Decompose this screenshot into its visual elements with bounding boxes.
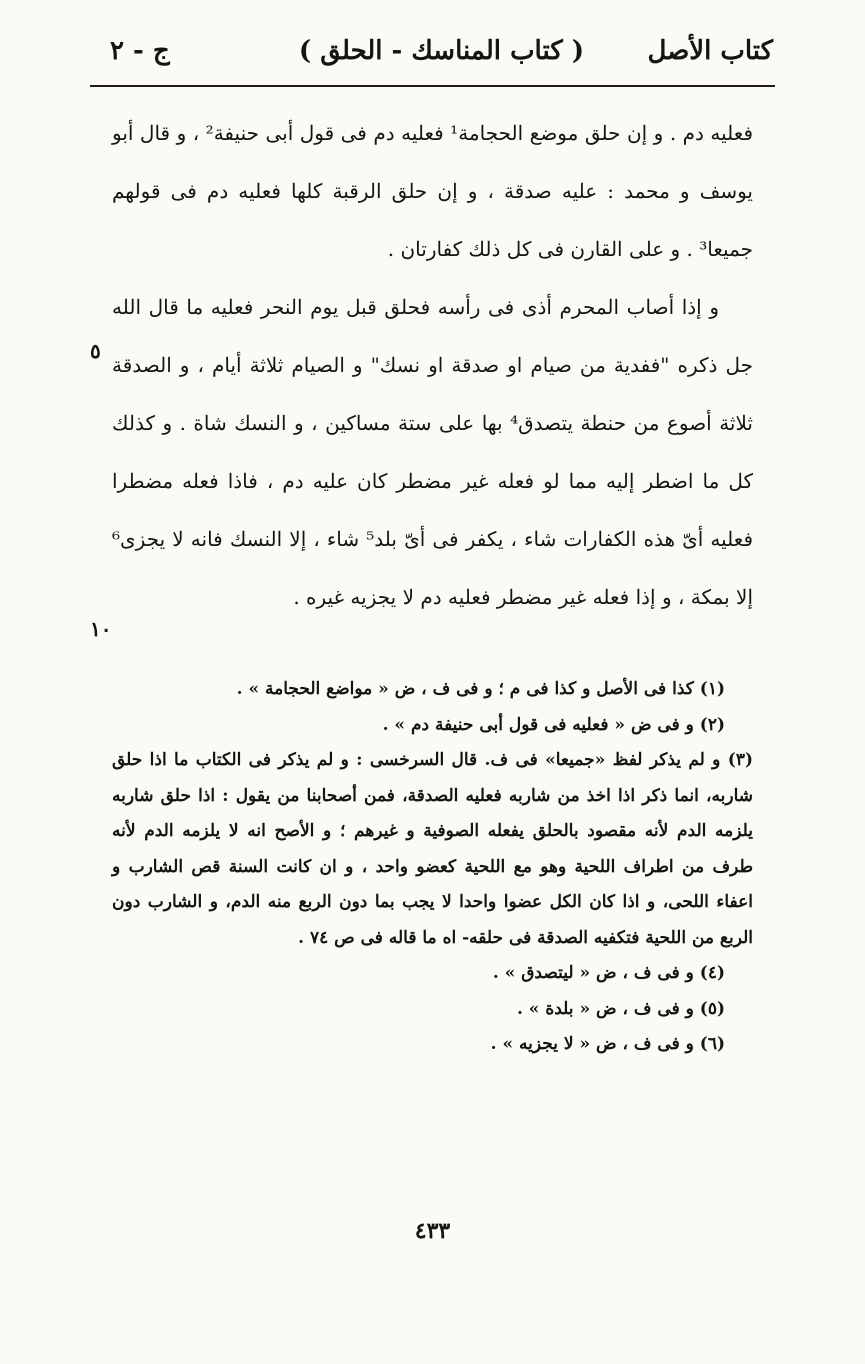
line-number: ١٠ [90,617,112,641]
footnote: (٣) و لم يذكر لفظ «جميعا» فى ف. قال السرخسى : و لم يذكر فى الكتاب ما اذا حلق شاربه، انما ذكر اذا اخذ من شاربه فعليه الصدقة، فمن أصحابنا من يقول : اذا حلق شاربه يلزمه الدم لأنه مقصود بالحلق يفعله الصوفية و غيرهم ؛ و الأصح انه لا يلزمه الدم لأنه طرف من اطراف اللحية وهو مع اللحية كعضو واحد ، و ان كانت السنة قص الشارب و اعفاء اللحى، و اذا كان الكل عضوا واحدا لا يجب بما دون الربع منه الدم، و الشارب دون الربع من اللحية فتكفيه الصدقة فى حلقه- اه ما قاله فى ص ٧٤ . [112,750,753,948]
footnote: (١) كذا فى الأصل و كذا فى م ؛ و فى ف ، ض « مواضع الحجامة » . [236,679,725,699]
chapter-title: ( كتاب المناسك - الحلق ) [298,36,585,66]
footnote: (٤) و فى ف ، ض « ليتصدق » . [492,963,725,983]
footnotes [112,672,753,1063]
main-text [112,104,753,626]
volume-number: ج - ٢ [110,36,170,66]
footnote: (٦) و فى ف ، ض « لا يجزيه » . [490,1034,725,1054]
page-number: ٤٣٣ [414,1218,451,1244]
footnote: (٢) و فى ض « فعليه فى قول أبى حنيفة دم » . [382,714,725,735]
paragraph: فعليه دم . و إن حلق موضع الحجامة¹ فعليه دم فى قول أبى حنيفة² ، و قال أبو يوسف و محمد : عليه صدقة ، و إن حلق الرقبة كلها فعليه دم فى قولهم جميعا³ . و على القارن فى كل ذلك كفارتان . [112,121,754,261]
footnote: (٥) و فى ف ، ض « بلدة » . [516,998,725,1019]
book-title: كتاب الأصل [647,36,773,66]
running-header [110,30,773,80]
line-number: ٥ [90,339,101,363]
header-rule [90,85,775,87]
paragraph: و إذا أصاب المحرم أذى فى رأسه فحلق قبل يوم النحر فعليه ما قال الله جل ذكره "ففدية من صيام او صدقة او نسك" و الصيام ثلاثة أيام ، و الصدقة ثلاثة أصوع من حنطة يتصدق⁴ بها على ستة مساكين ، و النسك شاة . و كذلك كل ما اضطر إليه مما لو فعله غير مضطر كان عليه دم ، فاذا فعله مضطرا فعليه أىّ هذه الكفارات شاء ، يكفر فى أىّ بلد⁵ شاء ، إلا النسك فانه لا يجزى⁶ إلا بمكة ، و إذا فعله غير مضطر فعليه دم لا يجزيه غيره . [112,295,754,609]
